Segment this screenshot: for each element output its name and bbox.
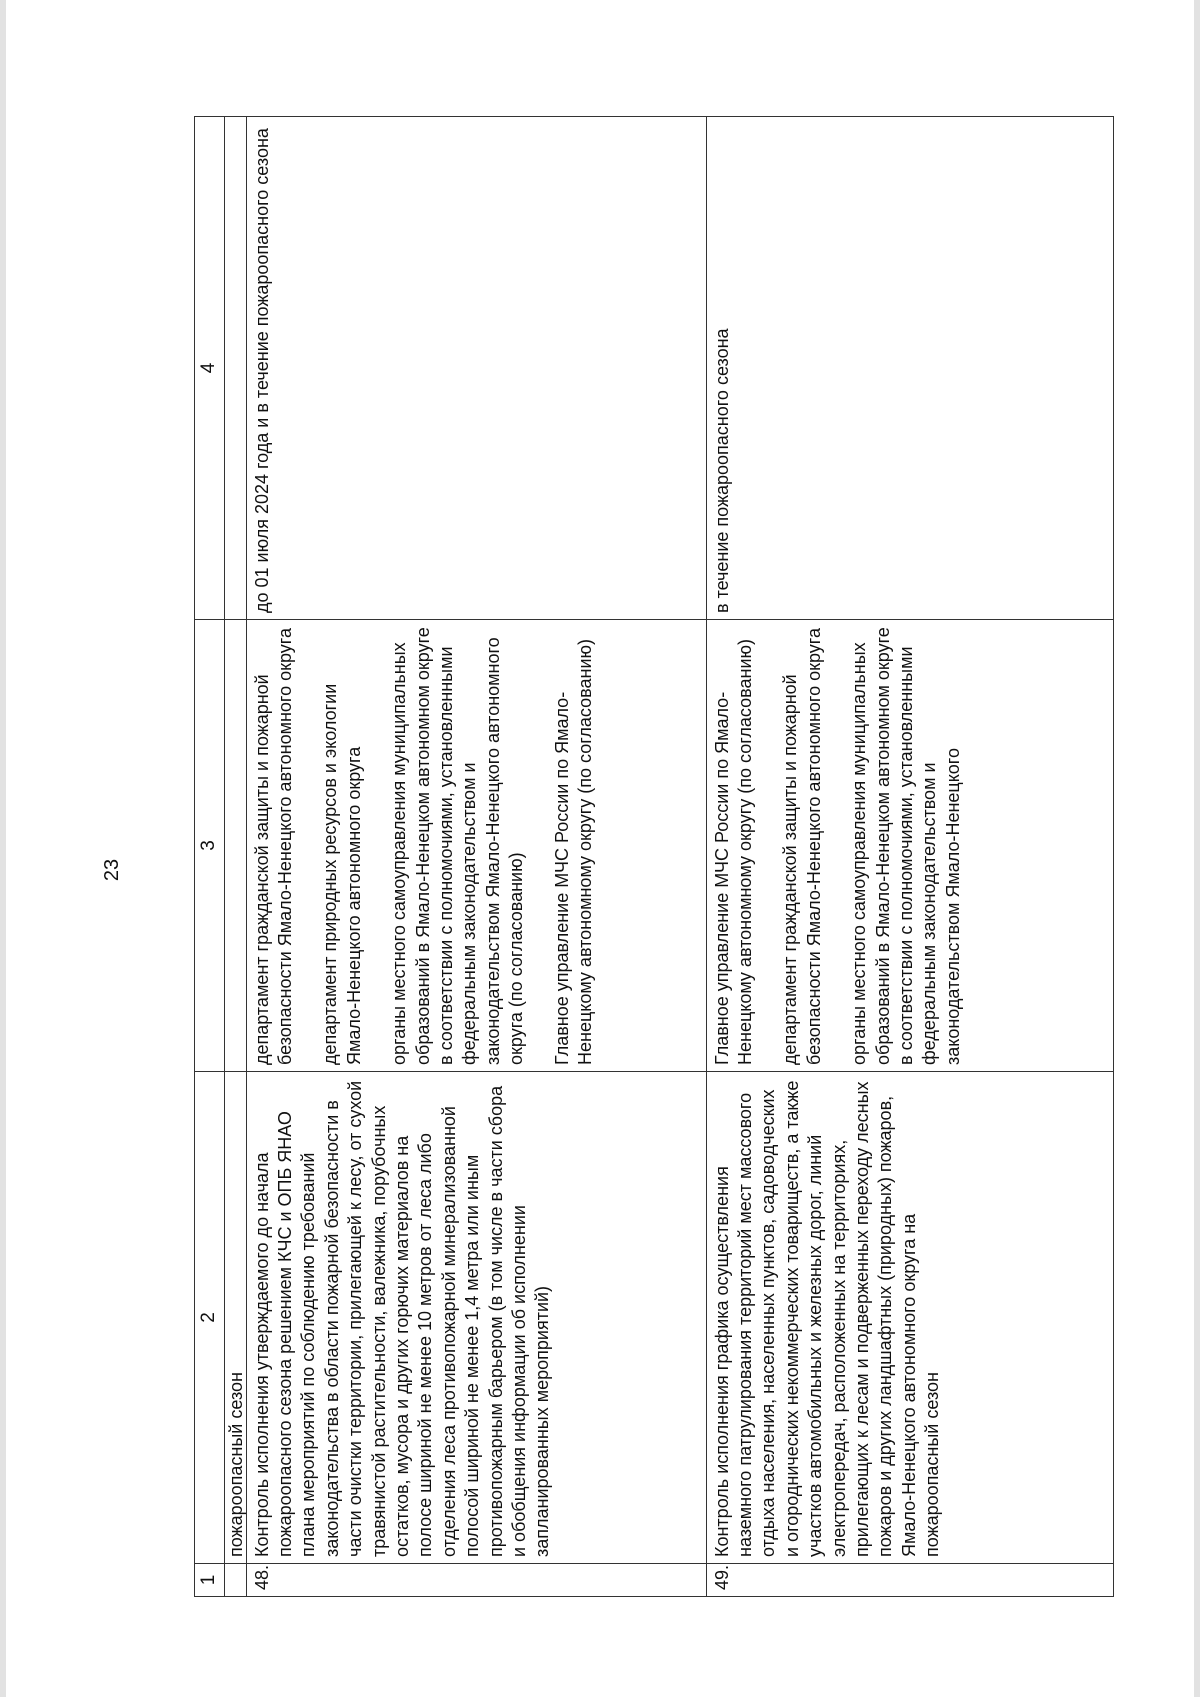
header-row <box>195 117 225 1597</box>
section-num-cell <box>224 1564 246 1597</box>
section-row <box>224 117 246 1597</box>
header-col-1: 1 <box>195 1564 225 1597</box>
table-region <box>194 117 1114 1597</box>
responsible-item: Главное управление МЧС России по Ямало-Ненецкому автономному округу (по согласованию) <box>711 638 756 1065</box>
responsible-item: органы местного самоуправления муниципальных образований в Ямало-Ненецком автономном округе в соответствии с полномочиями, установленными федеральным законодательством и законодательством Ямало-Ненецкого автономного округа (по согласованию) <box>389 627 527 1065</box>
row-task: Контроль исполнения графика осуществления наземного патрулирования территорий мест массового отдыха населения, населенных пунктов, садоводческих и огороднических некоммерческих товариществ, а также участков автомобильных и железных дорог, линий электропередач, расположенных на территориях, прилегающих к лесам и подверженных переходу лесных пожаров и других ландшафтных (природных) пожаров, Ямало-Ненецкого автономного округа на пожароопасный сезон <box>706 1072 1113 1564</box>
page-number: 23 <box>101 858 123 882</box>
header-col-2: 2 <box>195 1072 225 1564</box>
responsible-item: департамент гражданской защиты и пожарной безопасности Ямало-Ненецкого автономного округа <box>780 628 824 1065</box>
row-number: 48. <box>246 1564 706 1597</box>
row-number: 49. <box>706 1564 1113 1597</box>
section-empty-cell <box>224 620 246 1072</box>
document-page <box>6 0 1194 1697</box>
row-deadline: до 01 июля 2024 года и в течение пожароопасного сезона <box>246 117 706 620</box>
section-title: пожароопасный сезон <box>224 1072 246 1564</box>
header-col-3: 3 <box>195 620 225 1072</box>
row-responsible <box>246 620 706 1072</box>
rotated-table <box>194 117 1114 1597</box>
section-empty-cell <box>224 117 246 620</box>
row-task: Контроль исполнения утверждаемого до начала пожароопасного сезона решением КЧС и ОПБ ЯНАО плана мероприятий по соблюдению требований законодательства в области пожарной безопасности в части очистки территории, прилегающей к лесу, от сухой травянистой растительности, валежника, порубочных остатков, мусора и других горючих материалов на полосе шириной не менее 10 метров от леса либо отделения леса противопожарной минерализованной полосой шириной не менее 1,4 метра или иным противопожарным барьером (в том числе в части сбора и обобщения информации об исполнении запланированных мероприятий) <box>246 1072 706 1564</box>
row-deadline: в течение пожароопасного сезона <box>706 117 1113 620</box>
responsible-item: Главное управление МЧС России по Ямало-Ненецкому автономному округу (по согласованию) <box>551 638 595 1065</box>
table-row <box>246 117 706 1597</box>
responsible-item: департамент природных ресурсов и экологии Ямало-Ненецкого автономного округа <box>320 683 364 1065</box>
measures-table <box>194 116 1114 1597</box>
responsible-item: органы местного самоуправления муниципальных образований в Ямало-Ненецком автономном округе в соответствии с полномочиями, установленными федеральным законодательством и законодательством Ямало-Ненецкого <box>849 627 963 1065</box>
responsible-item: департамент гражданской защиты и пожарной безопасности Ямало-Ненецкого автономного округа <box>251 628 296 1065</box>
row-responsible <box>706 620 1113 1072</box>
table-row <box>706 117 1113 1597</box>
header-col-4: 4 <box>195 117 225 620</box>
